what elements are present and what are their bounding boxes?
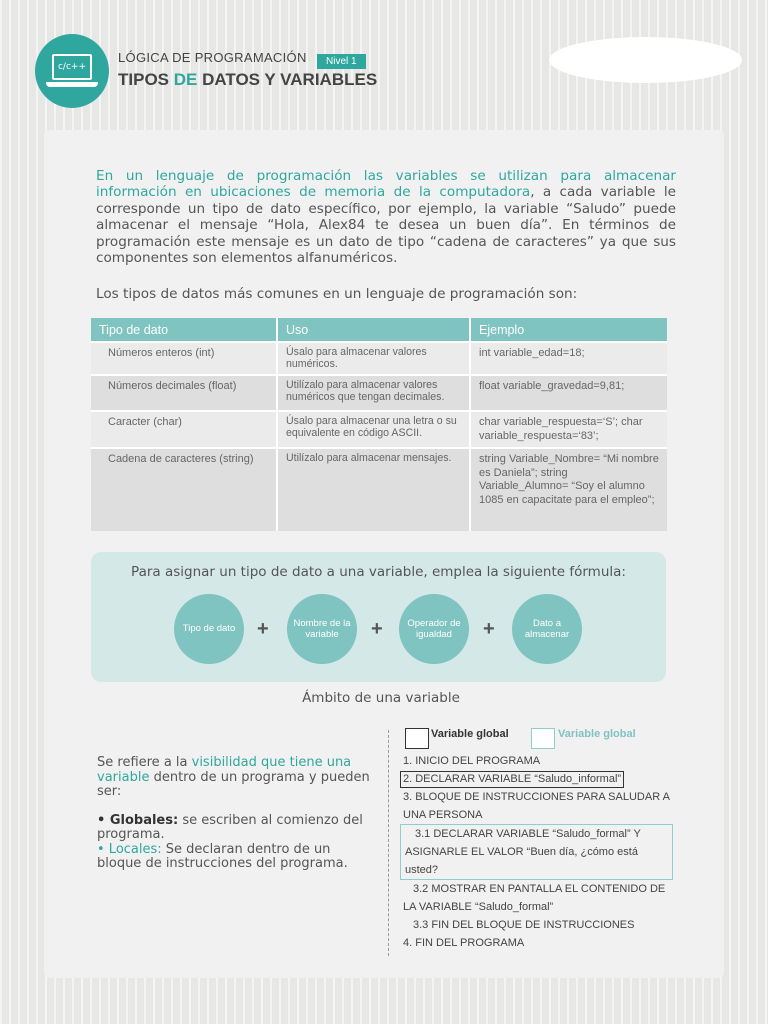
program-line: 4. FIN DEL PROGRAMA	[403, 937, 525, 949]
program-line-text: 3.2 MOSTRAR EN PANTALLA EL CONTENIDO DE LA VARIABLE “Saludo_formal”	[403, 883, 666, 913]
plus-sign: +	[371, 618, 383, 640]
global-label: • Globales:	[97, 812, 179, 828]
table-row	[91, 447, 667, 531]
header-ejemplo: Ejemplo	[471, 318, 667, 341]
program-line-text: 3.3 FIN DEL BLOQUE DE INSTRUCCIONES	[413, 919, 635, 931]
header-tipo: Tipo de dato	[91, 318, 278, 341]
data-types-table	[91, 318, 667, 531]
program-line	[403, 880, 675, 916]
type-cell: Números enteros (int)	[91, 341, 278, 374]
title-highlight: DE	[173, 70, 198, 89]
level-badge: Nivel 1	[317, 54, 366, 69]
program-listing	[403, 752, 675, 952]
formula-step-name: Nombre de la variable	[287, 594, 357, 664]
plus-sign: +	[483, 618, 495, 640]
table-header-row	[91, 318, 667, 341]
scope-description	[97, 756, 375, 872]
intro-text: , a cada variable le corresponde un tipo de dato específico, por ejemplo, la variable “Saludo” puede almacenar el mensaje “Hola, Alex84 te desea un buen día”. En términos de programación este mensaje es un dato de tipo “cadena de caracteres” ya que sus componentes son elementos alfanuméricos.	[96, 184, 676, 267]
title-part-2: DATOS Y VARIABLES	[197, 70, 378, 89]
formula-step-value: Dato a almacenar	[512, 594, 582, 664]
global-definition	[97, 814, 375, 843]
global-text: se escriben al comienzo del programa.	[97, 812, 363, 842]
scope-intro	[97, 756, 375, 800]
legend-swatch-teal	[531, 728, 555, 749]
example-cell: int variable_edad=18;	[471, 341, 667, 374]
table-row	[91, 374, 667, 410]
table-row	[91, 341, 667, 374]
scope-intro-highlight: visibilidad que tiene una variable	[97, 755, 352, 785]
page-title	[118, 70, 377, 90]
scope-intro-a: Se refiere a la	[97, 755, 192, 770]
plus-sign: +	[257, 618, 269, 640]
table-row	[91, 410, 667, 447]
course-subject: LÓGICA DE PROGRAMACIÓN	[118, 50, 307, 65]
dashed-divider	[388, 730, 389, 956]
title-part-1: TIPOS	[118, 70, 174, 89]
types-intro: Los tipos de datos más comunes en un lenguaje de programación son:	[96, 286, 578, 302]
type-cell: Caracter (char)	[91, 410, 278, 447]
legend-label-teal: Variable global	[558, 728, 636, 740]
scope-intro-b: dentro de un programa y pueden ser:	[97, 769, 370, 799]
legend-label-dark: Variable global	[431, 728, 509, 740]
local-text: Se declaran dentro de un bloque de instrucciones del programa.	[97, 841, 348, 871]
formula-title: Para asignar un tipo de dato a una variable, emplea la siguiente fórmula:	[131, 564, 626, 580]
header	[0, 0, 768, 120]
program-line: 3.1 DECLARAR VARIABLE “Saludo_formal” Y ASIGNARLE EL VALOR “Buen día, ¿cómo está usted?	[405, 828, 641, 876]
program-line	[403, 916, 675, 934]
local-definition	[97, 843, 375, 872]
laptop-code-icon	[35, 34, 109, 108]
intro-paragraph	[96, 168, 676, 266]
formula-box	[91, 552, 666, 682]
local-label: • Locales:	[97, 841, 162, 857]
program-line: 3. BLOQUE DE INSTRUCCIONES PARA SALUDAR A UNA PERSONA	[403, 791, 670, 821]
local-variable-box	[400, 824, 673, 880]
global-variable-box: 2. DECLARAR VARIABLE “Saludo_informal”	[400, 771, 624, 788]
use-cell: Úsalo para almacenar una letra o su equivalente en código ASCII.	[278, 410, 471, 447]
program-line	[403, 770, 675, 788]
laptop-screen: c/c++	[52, 54, 92, 80]
example-cell: char variable_respuesta=‘S’; char variable_respuesta=‘83’;	[471, 410, 667, 447]
header-oval	[549, 37, 742, 83]
use-cell: Utilízalo para almacenar mensajes.	[278, 447, 471, 531]
laptop-base	[46, 82, 98, 87]
intro-highlight: En un lenguaje de programación las variables se utilizan para almacenar información en ubicaciones de memoria de la computadora	[96, 168, 676, 201]
example-cell: float variable_gravedad=9,81;	[471, 374, 667, 410]
use-cell: Úsalo para almacenar valores numéricos.	[278, 341, 471, 374]
formula-step-operator: Operador de igualdad	[399, 594, 469, 664]
formula-step-type: Tipo de dato	[174, 594, 244, 664]
legend-swatch-dark	[405, 728, 429, 749]
program-line: 1. INICIO DEL PROGRAMA	[403, 755, 541, 767]
type-cell: Números decimales (float)	[91, 374, 278, 410]
example-cell: string Variable_Nombre= “Mi nombre es Daniela”; string Variable_Alumno= “Soy el alumno 1085 en capacitate para el empleo”;	[471, 447, 667, 531]
type-cell: Cadena de caracteres (string)	[91, 447, 278, 531]
use-cell: Utilízalo para almacenar valores numéricos que tengan decimales.	[278, 374, 471, 410]
header-uso: Uso	[278, 318, 471, 341]
scope-title: Ámbito de una variable	[302, 690, 460, 706]
